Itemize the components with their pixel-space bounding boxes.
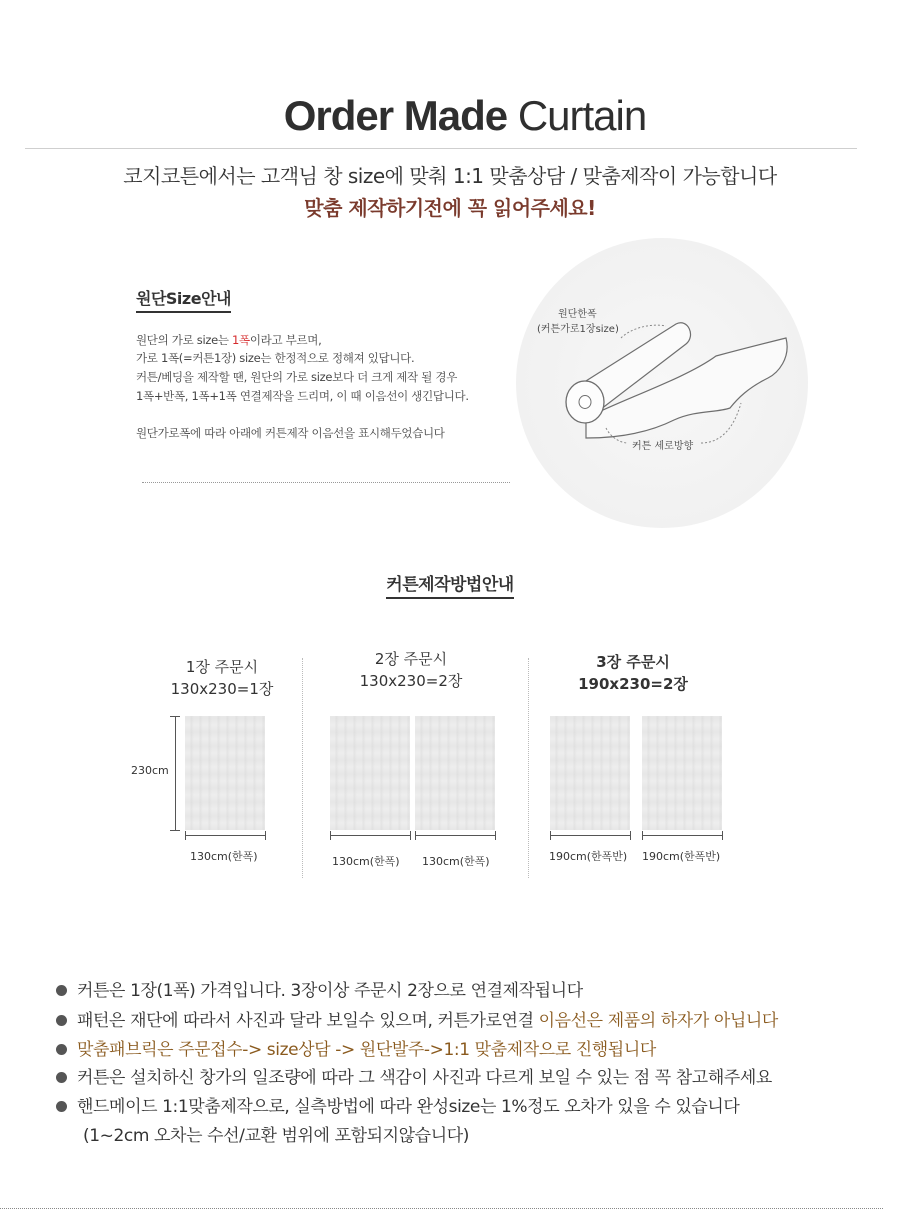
note-item — [56, 1006, 778, 1031]
notice-text: 맞춤 제작하기전에 꼭 읽어주세요! — [304, 196, 596, 220]
width-label: 130cm(한폭) — [190, 850, 258, 863]
note-item — [56, 1035, 656, 1060]
bullet-icon — [56, 1072, 67, 1083]
curtain-panel — [415, 716, 495, 830]
column-divider — [302, 658, 303, 878]
column-2-order: 2장 주문시 — [374, 650, 448, 668]
roll-label-length: 커튼 세로방향 — [632, 441, 694, 452]
width-dim-line — [550, 835, 630, 836]
width-tick — [495, 831, 496, 840]
note-text: 커튼은 설치하신 창가의 일조량에 따라 그 색감이 사진과 다르게 보일 수 있는 점 꼭 참고해주세요 — [77, 1068, 772, 1088]
width-tick — [185, 831, 186, 840]
note-text: 패턴은 재단에 따라서 사진과 달라 보일수 있으며, 커튼가로연결 — [77, 1011, 539, 1031]
width-dim-line — [642, 835, 722, 836]
column-2-header — [345, 648, 477, 692]
fabric-line1-pre: 원단의 가로 size는 — [136, 333, 233, 347]
column-2-size: 130x230=2장 — [359, 672, 463, 690]
note-highlight: 이음선은 제품의 하자가 아닙니다 — [538, 1011, 778, 1031]
column-3-size: 190x230=2장 — [578, 675, 688, 693]
title-light: Curtain — [517, 92, 647, 139]
fabric-text-line3: 커튼/베딩을 제작할 땐, 원단의 가로 size보다 더 크게 제작 될 경우 — [136, 370, 457, 384]
height-label: 230cm — [131, 764, 169, 777]
width-dim-line — [415, 835, 495, 836]
roll-label-width: 원단한폭 — [558, 309, 597, 320]
note-text: 커튼은 1장(1폭) 가격입니다. 3장이상 주문시 2장으로 연결제작됩니다 — [77, 981, 583, 1001]
fabric-size-title: 원단Size안내 — [136, 286, 231, 313]
note-text: 핸드메이드 1:1맞춤제작으로, 실측방법에 따라 완성size는 1%정도 오차가 있을 수 있습니다 — [77, 1097, 740, 1117]
width-tick — [265, 831, 266, 840]
method-section — [0, 570, 900, 599]
bullet-icon — [56, 1101, 67, 1112]
fabric-line1-highlight: 1폭 — [232, 333, 250, 347]
width-dim-line — [330, 835, 410, 836]
note-continuation: (1~2cm 오차는 수선/교환 범위에 포함되지않습니다) — [83, 1126, 469, 1146]
width-tick — [722, 831, 723, 840]
column-3-order: 3장 주문시 — [596, 653, 670, 671]
fabric-line1-post: 이라고 부르며, — [249, 333, 322, 347]
height-dim-line — [175, 716, 176, 830]
fabric-text-line5: 원단가로폭에 따라 아래에 커튼제작 이음선을 표시해두었습니다 — [136, 426, 445, 440]
fabric-divider — [142, 482, 510, 483]
note-item — [56, 1092, 739, 1117]
curtain-panel — [330, 716, 410, 830]
fabric-text-line4: 1폭+반폭, 1폭+1폭 연결제작을 드리며, 이 때 이음선이 생긴답니다. — [136, 389, 469, 403]
fabric-text-line2: 가로 1폭(=커튼1장) size는 한정적으로 정해져 있답니다. — [136, 351, 415, 365]
column-3-header — [567, 651, 699, 695]
curtain-panel — [550, 716, 630, 830]
width-tick — [550, 831, 551, 840]
column-divider — [528, 658, 529, 878]
title-divider — [25, 148, 857, 149]
title-bold: Order Made — [283, 92, 508, 139]
page-title — [0, 92, 900, 140]
column-1-size: 130x230=1장 — [170, 680, 274, 698]
column-1-header — [156, 656, 288, 700]
height-tick-bottom — [170, 830, 180, 831]
note-item — [56, 1063, 772, 1088]
bullet-icon — [56, 1015, 67, 1026]
width-label: 190cm(한폭반) — [549, 850, 628, 863]
width-dim-line — [185, 835, 265, 836]
footer-divider — [0, 1208, 883, 1209]
fabric-roll-icon — [516, 238, 808, 528]
width-tick — [415, 831, 416, 840]
curtain-panel — [185, 716, 265, 830]
width-tick — [410, 831, 411, 840]
curtain-panel — [642, 716, 722, 830]
width-tick — [642, 831, 643, 840]
width-label: 130cm(한폭) — [332, 855, 400, 868]
note-item — [56, 976, 583, 1001]
method-title: 커튼제작방법안내 — [386, 570, 513, 599]
note-text: 맞춤패브릭은 주문접수-> size상담 -> 원단발주->1:1 맞춤제작으로 진행됩니다 — [77, 1040, 656, 1060]
subtitle: 코지코튼에서는 고객님 창 size에 맞춰 1:1 맞춤상담 / 맞춤제작이 가능합니다 — [123, 164, 777, 188]
bullet-icon — [56, 985, 67, 996]
roll-label-width-note: (커튼가로1장size) — [537, 324, 619, 335]
column-1-order: 1장 주문시 — [185, 658, 259, 676]
width-tick — [330, 831, 331, 840]
fabric-text-line1 — [136, 332, 321, 348]
width-label: 130cm(한폭) — [422, 855, 490, 868]
bullet-icon — [56, 1044, 67, 1055]
width-label: 190cm(한폭반) — [642, 850, 721, 863]
width-tick — [630, 831, 631, 840]
